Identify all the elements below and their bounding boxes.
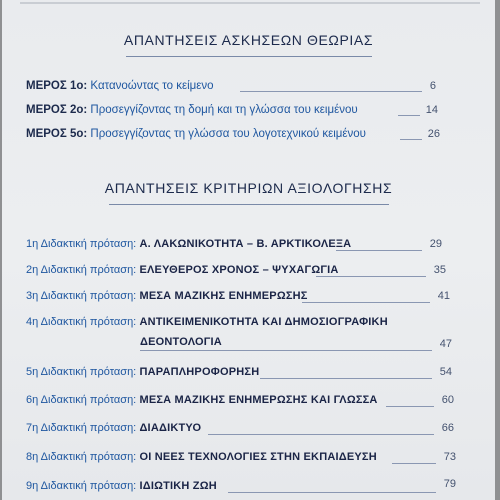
entry-label: 9η Διδακτική πρόταση: bbox=[26, 480, 137, 492]
entry-title: ΑΝΤΙΚΕΙΜΕΝΙΚΟΤΗΤΑ ΚΑΙ ΔΗΜΟΣΙΟΓΡΑΦΙΚΗ bbox=[139, 316, 388, 328]
toc-entry-criterion-8[interactable] bbox=[26, 451, 446, 469]
section1-heading bbox=[2, 32, 495, 48]
dot-leader bbox=[386, 406, 434, 407]
dot-leader bbox=[302, 302, 430, 303]
toc-entry-part5[interactable] bbox=[26, 128, 446, 146]
entry-label: 2η Διδακτική πρόταση: bbox=[26, 264, 137, 276]
toc-entry-criterion-1[interactable] bbox=[26, 238, 446, 256]
document-page bbox=[2, 0, 495, 500]
entry-label: 5η Διδακτική πρόταση: bbox=[26, 366, 137, 378]
entry-title: Προσεγγίζοντας τη δομή και τη γλώσσα του κειμένου bbox=[90, 104, 358, 116]
entry-title: ΕΛΕΥΘΕΡΟΣ ΧΡΟΝΟΣ – ΨΥΧΑΓΩΓΙΑ bbox=[139, 264, 339, 276]
section2-heading-underline bbox=[109, 204, 389, 205]
entry-page-number: 29 bbox=[429, 238, 442, 250]
entry-label: ΜΕΡΟΣ 2ο: bbox=[26, 104, 88, 116]
entry-page-number: 79 bbox=[443, 478, 456, 490]
toc-entry-part1[interactable] bbox=[26, 80, 446, 98]
section2-heading bbox=[2, 180, 495, 196]
toc-entry-criterion-7[interactable] bbox=[26, 422, 446, 440]
toc-entry-part2[interactable] bbox=[26, 104, 446, 122]
entry-title: ΔΙΑΔΙΚΤΥΟ bbox=[139, 422, 202, 434]
toc-entry-criterion-4[interactable] bbox=[26, 316, 446, 334]
entry-label: 1η Διδακτική πρόταση: bbox=[26, 238, 137, 250]
entry-page-number: 41 bbox=[437, 290, 450, 302]
entry-label: 3η Διδακτική πρόταση: bbox=[26, 290, 137, 302]
section2-heading-text: ΑΠΑΝΤΗΣΕΙΣ ΚΡΙΤΗΡΙΩΝ ΑΞΙΟΛΟΓΗΣΗΣ bbox=[104, 180, 393, 196]
entry-page-number: 6 bbox=[429, 80, 436, 92]
top-rule bbox=[20, 2, 480, 4]
toc-entry-criterion-6[interactable] bbox=[26, 394, 446, 412]
entry-title: ΜΕΣΑ ΜΑΖΙΚΗΣ ΕΝΗΜΕΡΩΣΗΣ ΚΑΙ ΓΛΩΣΣΑ bbox=[139, 394, 378, 406]
dot-leader bbox=[392, 463, 436, 464]
entry-title: Προσεγγίζοντας τη γλώσσα του λογοτεχνικού κειμένου bbox=[90, 128, 366, 140]
dot-leader bbox=[336, 250, 422, 251]
dot-leader bbox=[140, 350, 432, 351]
toc-entry-criterion-4-continued bbox=[140, 336, 340, 354]
entry-label: 6η Διδακτική πρόταση: bbox=[26, 394, 137, 406]
entry-page-number: 73 bbox=[443, 451, 456, 463]
entry-title: Α. ΛΑΚΩΝΙΚΟΤΗΤΑ – Β. ΑΡΚΤΙΚΟΛΕΞΑ bbox=[139, 238, 352, 250]
entry-title-continued: ΔΕΟΝΤΟΛΟΓΙΑ bbox=[140, 336, 222, 348]
entry-page-number: 66 bbox=[441, 422, 454, 434]
entry-page-number: 60 bbox=[441, 394, 454, 406]
dot-leader bbox=[240, 91, 422, 92]
toc-entry-criterion-5[interactable] bbox=[26, 366, 446, 384]
entry-page-number: 47 bbox=[439, 338, 452, 350]
section1-heading-text: ΑΠΑΝΤΗΣΕΙΣ ΑΣΚΗΣΕΩΝ ΘΕΩΡΙΑΣ bbox=[123, 32, 374, 48]
entry-label: 7η Διδακτική πρόταση: bbox=[26, 422, 137, 434]
toc-entry-criterion-2[interactable] bbox=[26, 264, 446, 282]
entry-title: ΟΙ ΝΕΕΣ ΤΕΧΝΟΛΟΓΙΕΣ ΣΤΗΝ ΕΚΠΑΙΔΕΥΣΗ bbox=[139, 451, 377, 463]
dot-leader bbox=[260, 378, 432, 379]
toc-entry-criterion-9[interactable] bbox=[26, 480, 446, 498]
entry-page-number: 54 bbox=[439, 366, 452, 378]
dot-leader bbox=[316, 276, 426, 277]
toc-entry-criterion-3[interactable] bbox=[26, 290, 446, 308]
entry-label: ΜΕΡΟΣ 5ο: bbox=[26, 128, 88, 140]
entry-label: 4η Διδακτική πρόταση: bbox=[26, 316, 137, 328]
section1-heading-underline bbox=[126, 56, 372, 57]
dot-leader bbox=[228, 492, 436, 493]
dot-leader bbox=[208, 434, 434, 435]
entry-title: ΜΕΣΑ ΜΑΖΙΚΗΣ ΕΝΗΜΕΡΩΣΗΣ bbox=[139, 290, 308, 302]
entry-page-number: 26 bbox=[427, 128, 440, 140]
entry-title: Κατανοώντας το κείμενο bbox=[90, 80, 214, 92]
entry-page-number: 35 bbox=[433, 264, 446, 276]
entry-title: ΠΑΡΑΠΛΗΡΟΦΟΡΗΣΗ bbox=[139, 366, 260, 378]
entry-label: ΜΕΡΟΣ 1ο: bbox=[26, 80, 88, 92]
entry-title: ΙΔΙΩΤΙΚΗ ΖΩΗ bbox=[139, 480, 217, 492]
entry-label: 8η Διδακτική πρόταση: bbox=[26, 451, 137, 463]
entry-page-number: 14 bbox=[425, 104, 438, 116]
